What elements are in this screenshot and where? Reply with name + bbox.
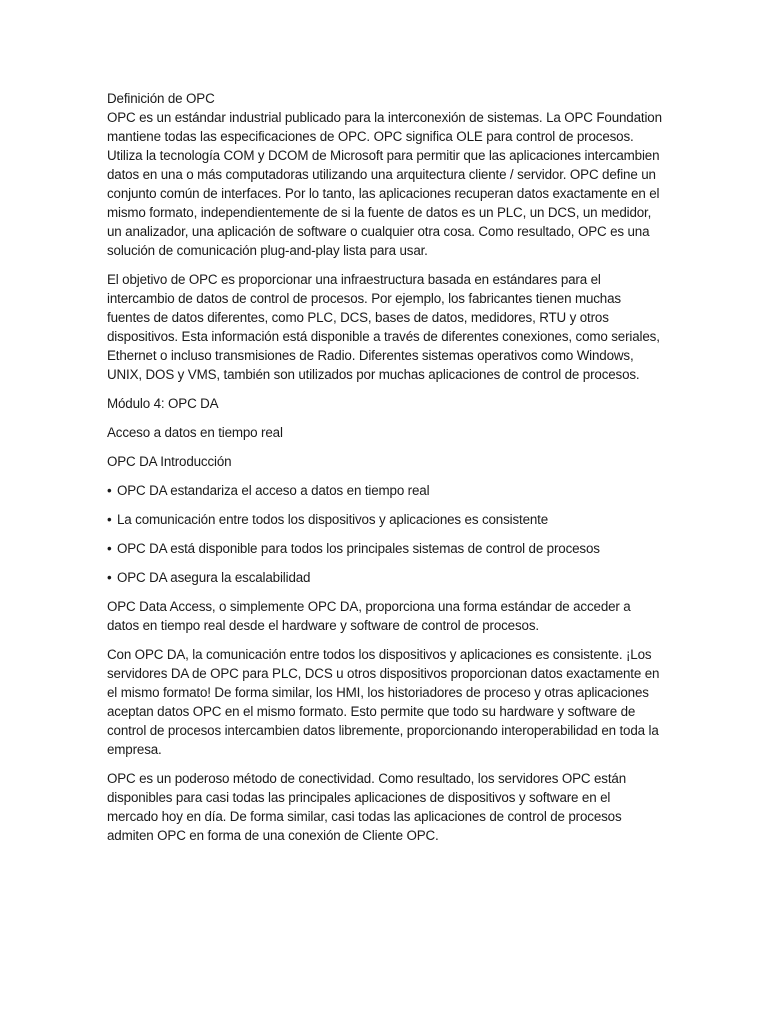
heading-definition: Definición de OPC: [107, 91, 215, 106]
bullet-item: [107, 568, 663, 587]
bullet-icon: •: [107, 483, 112, 498]
bullet-text: OPC DA está disponible para todos los principales sistemas de control de procesos: [117, 541, 600, 556]
paragraph-consistency: Con OPC DA, la comunicación entre todos los dispositivos y aplicaciones es consistente. ¡Los servidores DA de OPC para PLC, DCS u otros dispositivos proporcionan datos exactamente en el mismo formato! De forma similar, los HMI, los historiadores de proceso y otras aplicaciones aceptan datos OPC en el mismo formato. Esto permite que todo su hardware y software de control de procesos intercambien datos libremente, proporcionando interoperabilidad en toda la empresa.: [107, 647, 660, 757]
document-page: [107, 89, 663, 855]
bullet-icon: •: [107, 512, 112, 527]
paragraph-connectivity: OPC es un poderoso método de conectividad. Como resultado, los servidores OPC están disponibles para casi todas las principales aplicaciones de dispositivos y software en el mercado hoy en día. De forma similar, casi todas las aplicaciones de control de procesos admiten OPC en forma de una conexión de Cliente OPC.: [107, 771, 626, 843]
paragraph-objective: El objetivo de OPC es proporcionar una infraestructura basada en estándares para el intercambio de datos de control de procesos. Por ejemplo, los fabricantes tienen muchas fuentes de datos diferentes, como PLC, DCS, bases de datos, medidores, RTU y otros dispositivos. Esta información está disponible a través de diferentes conexiones, como seriales, Ethernet o incluso transmisiones de Radio. Diferentes sistemas operativos como Windows, UNIX, DOS y VMS, también son utilizados por muchas aplicaciones de control de procesos.: [107, 272, 660, 382]
bullet-icon: •: [107, 541, 112, 556]
bullet-text: La comunicación entre todos los dispositivos y aplicaciones es consistente: [117, 512, 549, 527]
paragraph-data-access: OPC Data Access, o simplemente OPC DA, proporciona una forma estándar de acceder a datos en tiempo real desde el hardware y software de control de procesos.: [107, 599, 631, 633]
module-title: Módulo 4: OPC DA: [107, 396, 219, 411]
bullet-item: [107, 481, 663, 500]
bullet-text: OPC DA asegura la escalabilidad: [117, 570, 311, 585]
bullet-item: [107, 510, 663, 529]
bullet-item: [107, 539, 663, 558]
bullet-text: OPC DA estandariza el acceso a datos en tiempo real: [117, 483, 430, 498]
paragraph-definition: OPC es un estándar industrial publicado para la interconexión de sistemas. La OPC Foundation mantiene todas las especificaciones de OPC. OPC significa OLE para control de procesos. Utiliza la tecnología COM y DCOM de Microsoft para permitir que las aplicaciones intercambien datos en una o más computadoras utilizando una arquitectura cliente / servidor. OPC define un conjunto común de interfaces. Por lo tanto, las aplicaciones recuperan datos exactamente en el mismo formato, independientemente de si la fuente de datos es un PLC, un DCS, un medidor, un analizador, una aplicación de software o cualquier otra cosa. Como resultado, OPC es una solución de comunicación plug-and-play lista para usar.: [107, 110, 662, 258]
section-subtitle: Acceso a datos en tiempo real: [107, 425, 283, 440]
intro-title: OPC DA Introducción: [107, 454, 232, 469]
bullet-icon: •: [107, 570, 112, 585]
